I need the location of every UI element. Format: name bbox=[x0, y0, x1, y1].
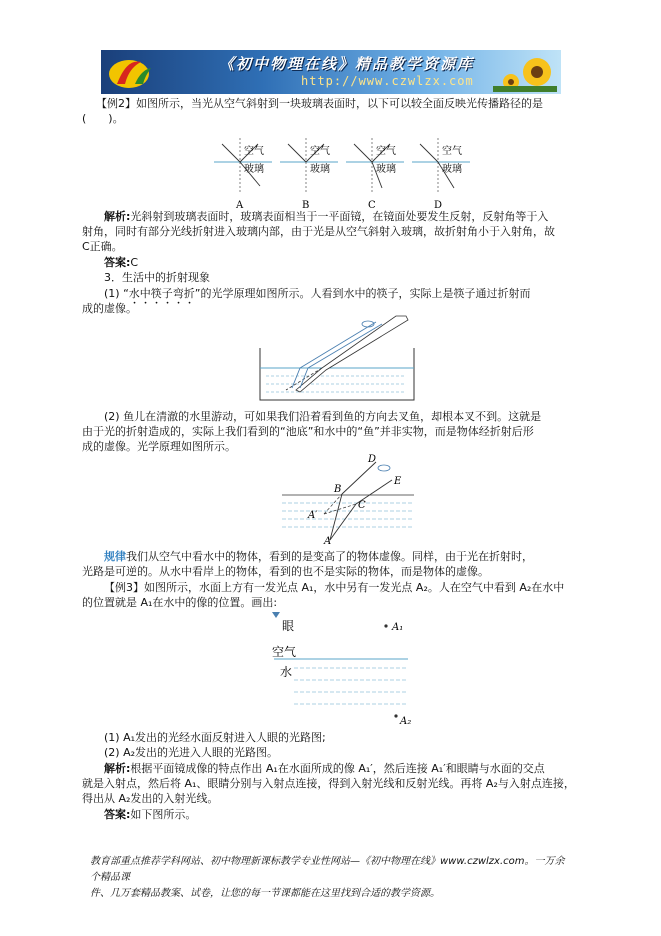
label-glass: 玻璃 bbox=[310, 164, 330, 175]
example3-label: 【例3】 bbox=[104, 581, 144, 594]
label-air: 空气 bbox=[272, 645, 297, 659]
section3-item1-line2: 成的虚像。 bbox=[82, 302, 137, 315]
label-D: D bbox=[368, 454, 377, 465]
analysis-label-3: 解析: bbox=[104, 762, 131, 775]
example2-question-line1: 【例2】如图所示，当光从空气斜射到一块玻璃表面时，以下可以较全面反映光传播路径的是 bbox=[96, 97, 543, 110]
example2-question-line2: ( )。 bbox=[82, 112, 124, 125]
label-A: A bbox=[324, 536, 332, 546]
example2-analysis-line2: 射角，同时有部分光线折射进入玻璃内部，由于光是从空气斜射入玻璃，故折射角小于入射角，故 bbox=[82, 225, 555, 238]
footer-line1: 教育部重点推荐学科网站、初中物理新课标教学专业性网站—《初中物理在线》www.czwlzx.com。一万余个精品课 bbox=[90, 856, 565, 883]
example3-question-line1: 【例3】如图所示，水面上方有一发光点 A₁，水中另有一发光点 A₂。人在空气中看到 A₂在水中 bbox=[104, 581, 565, 594]
item1-quote: “水中筷子弯折” bbox=[123, 287, 201, 300]
eye-water-figure bbox=[268, 610, 418, 728]
label-C: C bbox=[358, 500, 366, 511]
point-A1-icon bbox=[384, 624, 387, 627]
example3-sub1: (1) A₁发出的光经水面反射进入人眼的光路图; bbox=[104, 731, 326, 744]
sunflower-icon bbox=[493, 52, 557, 92]
option-label: D bbox=[434, 200, 443, 211]
section3-item1-line1: (1) “水中筷子弯折”的光学原理如图所示。人看到水中的筷子，实际上是筷子通过折射而 bbox=[104, 287, 531, 300]
eye-marker-icon bbox=[272, 612, 280, 618]
example3-answer bbox=[104, 807, 196, 822]
point-A2-icon bbox=[394, 714, 397, 717]
example3-question-line2: 的位置就是 A₁在水中的像的位置。画出: bbox=[82, 596, 278, 609]
example3-analysis-line3: 得出从 A₂发出的入射光线。 bbox=[82, 792, 219, 805]
section3-item2-line3: 成的虚像。光学原理如图所示。 bbox=[82, 440, 236, 453]
label-A-prime: A′ bbox=[308, 510, 318, 521]
section3-item2-line1: (2) 鱼儿在清澈的水里游动，可如果我们沿着看到鱼的方向去叉鱼，却根本叉不到。这就是 bbox=[104, 410, 542, 423]
chopstick-refraction-figure bbox=[256, 314, 422, 404]
option-diagram-b bbox=[280, 138, 338, 211]
answer-label-3: 答案: bbox=[104, 808, 131, 821]
example2-analysis-line3: C正确。 bbox=[82, 240, 123, 253]
example2-label: 【例2】 bbox=[96, 97, 136, 110]
label-A2: A₂ bbox=[400, 716, 412, 727]
label-B: B bbox=[334, 484, 342, 495]
option-label: A bbox=[236, 200, 244, 211]
eye-icon bbox=[378, 465, 390, 471]
label-eye: 眼 bbox=[282, 619, 295, 633]
analysis-label: 解析: bbox=[104, 210, 131, 223]
rule-label: 规律 bbox=[104, 550, 126, 563]
label-glass: 玻璃 bbox=[376, 164, 396, 175]
example3-sub2: (2) A₂发出的光进入人眼的光路图。 bbox=[104, 746, 279, 759]
answer-value: C bbox=[130, 256, 139, 269]
option-label: C bbox=[368, 200, 376, 211]
example2-answer bbox=[104, 255, 138, 270]
label-glass: 玻璃 bbox=[244, 164, 264, 175]
footer-line2: 件、几万套精品教案、试卷，让您的每一节课都能在这里找到合适的教学资源。 bbox=[90, 888, 440, 899]
example3-analysis-line1: 解析:根据平面镜成像的特点作出 A₁在水面所成的像 A₁′，然后连接 A₁′和眼睛与水面的交点 bbox=[104, 762, 545, 775]
label-air: 空气 bbox=[244, 146, 264, 157]
site-logo-icon bbox=[107, 54, 155, 90]
answer-value-3: 如下图所示。 bbox=[130, 808, 197, 821]
header-banner bbox=[101, 50, 561, 94]
option-diagram-d bbox=[412, 138, 470, 211]
label-glass: 玻璃 bbox=[442, 164, 462, 175]
label-E: E bbox=[394, 476, 402, 487]
label-air: 空气 bbox=[310, 146, 330, 157]
label-air: 空气 bbox=[376, 146, 396, 157]
section3-item2-line2: 由于光的折射造成的，实际上我们看到的“池底”和水中的“鱼”并非实物，而是物体经折射后形 bbox=[82, 425, 534, 438]
banner-title: 《初中物理在线》精品教学资源库 bbox=[219, 55, 475, 73]
label-air: 空气 bbox=[442, 146, 462, 157]
option-diagram-c bbox=[346, 138, 404, 211]
rule-line2: 光路是可逆的。从水中看岸上的物体，看到的也不是实际的物体，而是物体的虚像。 bbox=[82, 565, 489, 578]
page-footer bbox=[90, 854, 572, 902]
fish-refraction-figure bbox=[280, 450, 420, 546]
option-diagram-a bbox=[214, 138, 272, 211]
example3-analysis-line2: 就是入射点，然后将 A₁、眼睛分别与入射点连接，得到入射光线和反射光线。再将 A₂与入射点连接， bbox=[82, 777, 575, 790]
label-A1: A₁ bbox=[392, 622, 404, 633]
section3-heading: 3．生活中的折射现象 bbox=[104, 271, 210, 284]
label-water: 水 bbox=[280, 665, 293, 679]
example2-analysis-line1: 解析:光斜射到玻璃表面时，玻璃表面相当于一平面镜，在镜面处要发生反射，反射角等于入 bbox=[104, 210, 549, 223]
refraction-options-figure bbox=[212, 134, 482, 212]
answer-label: 答案: bbox=[104, 256, 131, 269]
rule-line1: 规律我们从空气中看水中的物体，看到的是变高了的物体虚像。同样，由于光在折射时， bbox=[104, 550, 533, 563]
option-label: B bbox=[302, 200, 310, 211]
banner-url: http://www.czwlzx.com bbox=[301, 74, 474, 88]
